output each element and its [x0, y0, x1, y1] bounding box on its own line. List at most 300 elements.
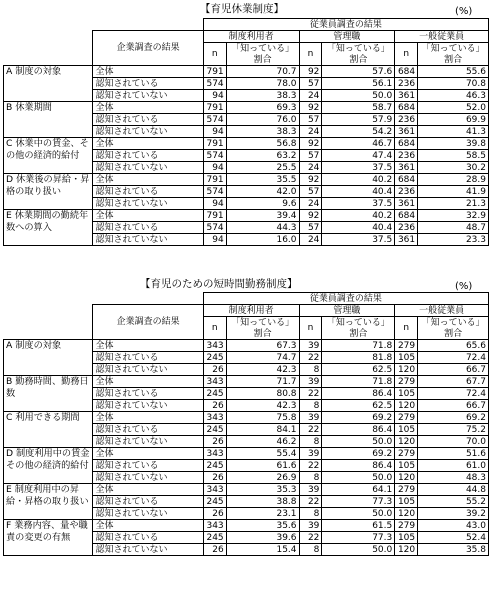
table-cell: 22: [299, 496, 322, 508]
header-know-line2: 割合: [226, 328, 299, 340]
table-cell: 46.2: [226, 436, 299, 448]
table-cell: 80.8: [226, 388, 299, 400]
table-cell: 23.1: [226, 508, 299, 520]
row-group-label: E 休業期間の勤続年数への算入: [4, 210, 93, 246]
table-cell: 26: [203, 436, 226, 448]
header-cat3: 一般従業員: [395, 305, 489, 317]
table-cell: 26.9: [226, 472, 299, 484]
table-cell: 791: [203, 138, 226, 150]
row-sublabel: 認知されている: [93, 78, 203, 90]
table-cell: 86.4: [322, 460, 395, 472]
table-cell: 37.5: [322, 162, 395, 174]
header-know-line2: 割合: [322, 328, 395, 340]
header-cat2: 管理職: [299, 31, 395, 43]
table-cell: 37.5: [322, 234, 395, 246]
table-cell: 69.2: [322, 412, 395, 424]
table-cell: 15.4: [226, 544, 299, 556]
table-cell: 8: [299, 364, 322, 376]
table-cell: 684: [395, 102, 418, 114]
table-cell: 279: [395, 340, 418, 352]
table-cell: 245: [203, 460, 226, 472]
table-cell: 67.3: [226, 340, 299, 352]
table-cell: 51.6: [418, 448, 489, 460]
header-n: n: [203, 43, 226, 66]
row-sublabel: 認知されている: [93, 186, 203, 198]
table-cell: 46.7: [322, 138, 395, 150]
table-cell: 105: [395, 460, 418, 472]
table-cell: 81.8: [322, 352, 395, 364]
table-cell: 8: [299, 436, 322, 448]
table-cell: 86.4: [322, 424, 395, 436]
section2-table: [3, 292, 489, 556]
table-row: [4, 340, 489, 352]
row-sublabel: 認知されていない: [93, 544, 203, 556]
table-cell: 30.2: [418, 162, 489, 174]
header-row-n: [4, 43, 489, 55]
table-cell: 24: [299, 234, 322, 246]
table-cell: 63.2: [226, 150, 299, 162]
table-cell: 39.6: [226, 532, 299, 544]
table-cell: 77.3: [322, 496, 395, 508]
row-sublabel: 認知されていない: [93, 436, 203, 448]
row-sublabel: 全体: [93, 412, 203, 424]
table-cell: 24: [299, 162, 322, 174]
row-sublabel: 認知されていない: [93, 90, 203, 102]
table-cell: 236: [395, 186, 418, 198]
table-cell: 69.9: [418, 114, 489, 126]
table-cell: 41.3: [418, 126, 489, 138]
table-cell: 39: [299, 340, 322, 352]
table-cell: 22: [299, 460, 322, 472]
table-row: [4, 138, 489, 150]
table-cell: 39: [299, 448, 322, 460]
table-cell: 57: [299, 114, 322, 126]
table-cell: 39: [299, 484, 322, 496]
table-cell: 92: [299, 174, 322, 186]
table-cell: 61.6: [226, 460, 299, 472]
table-cell: 361: [395, 126, 418, 138]
table-cell: 57: [299, 222, 322, 234]
header-know-line2: 割合: [226, 54, 299, 66]
table-cell: 105: [395, 388, 418, 400]
header-n: n: [395, 43, 418, 66]
table-cell: 574: [203, 186, 226, 198]
table-cell: 245: [203, 352, 226, 364]
table-cell: 50.0: [322, 544, 395, 556]
table-cell: 56.1: [322, 78, 395, 90]
table-cell: 42.3: [226, 364, 299, 376]
table-cell: 791: [203, 102, 226, 114]
header-cat1: 制度利用者: [203, 305, 299, 317]
table-cell: 361: [395, 162, 418, 174]
table-row: [4, 66, 489, 78]
table-cell: 343: [203, 448, 226, 460]
row-group-label: E 制度利用中の昇給・昇格の取り扱い: [4, 484, 93, 520]
table-cell: 245: [203, 424, 226, 436]
row-group-label: F 業務内容、量や職責の変更の有無: [4, 520, 93, 556]
table-cell: 76.0: [226, 114, 299, 126]
table-cell: 24: [299, 198, 322, 210]
header-n: n: [395, 317, 418, 340]
table-cell: 684: [395, 138, 418, 150]
row-sublabel: 認知されていない: [93, 198, 203, 210]
header-group: 従業員調査の結果: [203, 19, 488, 31]
table-cell: 42.3: [226, 400, 299, 412]
table-cell: 92: [299, 66, 322, 78]
table-cell: 39.2: [418, 508, 489, 520]
table-cell: 40.2: [322, 174, 395, 186]
table-cell: 62.5: [322, 400, 395, 412]
row-group-label: C 利用できる期間: [4, 412, 93, 448]
table-cell: 50.0: [322, 508, 395, 520]
table-cell: 38.3: [226, 90, 299, 102]
table-cell: 75.8: [226, 412, 299, 424]
table-cell: 71.8: [322, 340, 395, 352]
table-cell: 105: [395, 532, 418, 544]
header-know-line1: 「知っている」: [322, 43, 395, 55]
header-row-group: [4, 293, 489, 305]
table-cell: 69.2: [322, 448, 395, 460]
table-cell: 58.5: [418, 150, 489, 162]
section2-unit: (%): [455, 281, 473, 292]
table-cell: 94: [203, 234, 226, 246]
header-know-line1: 「知っている」: [226, 43, 299, 55]
table-cell: 50.0: [322, 90, 395, 102]
header-company: 企業調査の結果: [93, 305, 203, 340]
row-sublabel: 認知されている: [93, 150, 203, 162]
table-cell: 245: [203, 496, 226, 508]
table-cell: 120: [395, 400, 418, 412]
table-cell: 279: [395, 412, 418, 424]
table-cell: 684: [395, 66, 418, 78]
header-know-line1: 「知っている」: [418, 43, 489, 55]
header-company: 企業調査の結果: [93, 31, 203, 66]
table-cell: 343: [203, 340, 226, 352]
table-cell: 66.7: [418, 364, 489, 376]
table-cell: 70.7: [226, 66, 299, 78]
table-cell: 120: [395, 436, 418, 448]
row-sublabel: 認知されている: [93, 114, 203, 126]
table-cell: 105: [395, 424, 418, 436]
table-cell: 72.4: [418, 352, 489, 364]
table-cell: 21.3: [418, 198, 489, 210]
row-sublabel: 認知されていない: [93, 162, 203, 174]
table-cell: 42.0: [226, 186, 299, 198]
table-cell: 58.7: [322, 102, 395, 114]
table-row: [4, 174, 489, 186]
table-cell: 791: [203, 210, 226, 222]
header-cat1: 制度利用者: [203, 31, 299, 43]
table-cell: 120: [395, 544, 418, 556]
table-cell: 361: [395, 234, 418, 246]
table-cell: 77.3: [322, 532, 395, 544]
table-cell: 94: [203, 90, 226, 102]
table-cell: 84.1: [226, 424, 299, 436]
table-row: [4, 102, 489, 114]
table-row: [4, 210, 489, 222]
table-cell: 343: [203, 412, 226, 424]
table-cell: 343: [203, 376, 226, 388]
table-cell: 22: [299, 532, 322, 544]
table-cell: 26: [203, 508, 226, 520]
header-know-line2: 割合: [418, 54, 489, 66]
row-sublabel: 認知されている: [93, 460, 203, 472]
table-row: [4, 520, 489, 532]
table-cell: 361: [395, 90, 418, 102]
header-n: n: [203, 317, 226, 340]
table-cell: 24: [299, 90, 322, 102]
table-cell: 8: [299, 400, 322, 412]
table-cell: 65.6: [418, 340, 489, 352]
table-cell: 56.8: [226, 138, 299, 150]
table-cell: 22: [299, 424, 322, 436]
row-sublabel: 認知されていない: [93, 508, 203, 520]
row-sublabel: 認知されている: [93, 388, 203, 400]
header-blank: [4, 43, 93, 55]
table-cell: 39: [299, 520, 322, 532]
table-cell: 38.3: [226, 126, 299, 138]
header-group: 従業員調査の結果: [203, 293, 488, 305]
header-blank: [4, 293, 204, 305]
table-cell: 50.0: [322, 436, 395, 448]
row-sublabel: 認知されていない: [93, 472, 203, 484]
table-cell: 74.7: [226, 352, 299, 364]
table-cell: 94: [203, 126, 226, 138]
table-cell: 22: [299, 388, 322, 400]
table-cell: 41.9: [418, 186, 489, 198]
table-cell: 57: [299, 186, 322, 198]
header-know-line2: 割合: [322, 54, 395, 66]
table-cell: 52.4: [418, 532, 489, 544]
table-cell: 75.2: [418, 424, 489, 436]
table-cell: 57.6: [322, 66, 395, 78]
row-sublabel: 全体: [93, 138, 203, 150]
table-cell: 8: [299, 544, 322, 556]
table-cell: 55.6: [418, 66, 489, 78]
table-cell: 574: [203, 78, 226, 90]
table-cell: 245: [203, 388, 226, 400]
table-cell: 26: [203, 400, 226, 412]
row-sublabel: 認知されている: [93, 352, 203, 364]
table-cell: 343: [203, 520, 226, 532]
row-sublabel: 認知されている: [93, 424, 203, 436]
table-cell: 105: [395, 352, 418, 364]
table-cell: 78.0: [226, 78, 299, 90]
table-cell: 69.3: [226, 102, 299, 114]
header-n: n: [299, 43, 322, 66]
section1-title: 【育児休業制度】: [200, 3, 284, 15]
row-sublabel: 認知されていない: [93, 400, 203, 412]
table-cell: 71.8: [322, 376, 395, 388]
header-cat3: 一般従業員: [395, 31, 489, 43]
header-row-categories: [4, 305, 489, 317]
header-cat2: 管理職: [299, 305, 395, 317]
table-cell: 57: [299, 78, 322, 90]
table-cell: 574: [203, 150, 226, 162]
header-know-line2: 割合: [418, 328, 489, 340]
row-sublabel: 認知されている: [93, 532, 203, 544]
table-row: [4, 448, 489, 460]
table-cell: 39.4: [226, 210, 299, 222]
table-cell: 39: [299, 412, 322, 424]
row-sublabel: 全体: [93, 484, 203, 496]
row-sublabel: 全体: [93, 340, 203, 352]
table-cell: 120: [395, 508, 418, 520]
table-cell: 236: [395, 150, 418, 162]
table-cell: 791: [203, 174, 226, 186]
table-cell: 39: [299, 376, 322, 388]
table-cell: 40.4: [322, 222, 395, 234]
table-cell: 71.7: [226, 376, 299, 388]
table-cell: 92: [299, 138, 322, 150]
table-cell: 22: [299, 352, 322, 364]
table-cell: 35.8: [418, 544, 489, 556]
header-blank: [4, 54, 93, 66]
table-cell: 64.1: [322, 484, 395, 496]
table-cell: 50.0: [322, 472, 395, 484]
table-cell: 35.3: [226, 484, 299, 496]
table-cell: 120: [395, 472, 418, 484]
table-cell: 37.5: [322, 198, 395, 210]
table-cell: 684: [395, 210, 418, 222]
table-cell: 47.4: [322, 150, 395, 162]
table-cell: 8: [299, 472, 322, 484]
row-sublabel: 認知されている: [93, 496, 203, 508]
row-group-label: A 制度の対象: [4, 66, 93, 102]
row-group-label: D 休業後の昇給・昇格の取り扱い: [4, 174, 93, 210]
row-sublabel: 全体: [93, 448, 203, 460]
table-cell: 791: [203, 66, 226, 78]
table-row: [4, 376, 489, 388]
table-cell: 40.2: [322, 210, 395, 222]
table-cell: 574: [203, 114, 226, 126]
row-group-label: D 制度利用中の賃金その他の経済的給付: [4, 448, 93, 484]
table-cell: 16.0: [226, 234, 299, 246]
header-know-line1: 「知っている」: [322, 317, 395, 329]
table-cell: 32.9: [418, 210, 489, 222]
table-cell: 67.7: [418, 376, 489, 388]
table-cell: 28.9: [418, 174, 489, 186]
header-blank: [4, 31, 93, 43]
table-cell: 66.7: [418, 400, 489, 412]
table-cell: 279: [395, 448, 418, 460]
header-row-n: [4, 317, 489, 329]
section1-unit: (%): [455, 6, 473, 17]
table-cell: 57: [299, 150, 322, 162]
row-sublabel: 全体: [93, 210, 203, 222]
table-cell: 35.6: [226, 520, 299, 532]
table-cell: 25.5: [226, 162, 299, 174]
table-cell: 279: [395, 484, 418, 496]
header-row-group: [4, 19, 489, 31]
row-group-label: A 制度の対象: [4, 340, 93, 376]
row-sublabel: 認知されている: [93, 222, 203, 234]
table-cell: 57.9: [322, 114, 395, 126]
table-cell: 48.7: [418, 222, 489, 234]
table-cell: 44.8: [418, 484, 489, 496]
header-row-categories: [4, 31, 489, 43]
row-sublabel: 全体: [93, 66, 203, 78]
table-cell: 236: [395, 78, 418, 90]
header-n: n: [299, 317, 322, 340]
table-cell: 684: [395, 174, 418, 186]
header-blank: [4, 328, 93, 340]
table-cell: 92: [299, 102, 322, 114]
row-sublabel: 全体: [93, 102, 203, 114]
table-cell: 26: [203, 364, 226, 376]
table-cell: 35.5: [226, 174, 299, 186]
row-sublabel: 全体: [93, 376, 203, 388]
table-cell: 105: [395, 496, 418, 508]
table-cell: 92: [299, 210, 322, 222]
table-row: [4, 412, 489, 424]
row-group-label: C 休業中の賃金、その他の経済的給付: [4, 138, 93, 174]
table-cell: 54.2: [322, 126, 395, 138]
table-cell: 69.2: [418, 412, 489, 424]
table-cell: 70.8: [418, 78, 489, 90]
table-cell: 70.0: [418, 436, 489, 448]
table-cell: 40.4: [322, 186, 395, 198]
table-cell: 44.3: [226, 222, 299, 234]
table-cell: 8: [299, 508, 322, 520]
row-sublabel: 認知されていない: [93, 364, 203, 376]
table-cell: 61.5: [322, 520, 395, 532]
table-cell: 62.5: [322, 364, 395, 376]
table-cell: 236: [395, 114, 418, 126]
table-cell: 24: [299, 126, 322, 138]
header-know-line1: 「知っている」: [418, 317, 489, 329]
table-cell: 279: [395, 376, 418, 388]
table-cell: 43.0: [418, 520, 489, 532]
table-cell: 343: [203, 484, 226, 496]
row-sublabel: 全体: [93, 520, 203, 532]
section2-title: 【育児のための短時間勤務制度】: [140, 278, 298, 290]
table-cell: 279: [395, 520, 418, 532]
table-cell: 38.8: [226, 496, 299, 508]
row-sublabel: 全体: [93, 174, 203, 186]
table-row: [4, 484, 489, 496]
table-cell: 46.3: [418, 90, 489, 102]
header-blank: [4, 19, 204, 31]
table-cell: 55.4: [226, 448, 299, 460]
table-cell: 55.2: [418, 496, 489, 508]
table-cell: 61.0: [418, 460, 489, 472]
header-know-line1: 「知っている」: [226, 317, 299, 329]
table-cell: 23.3: [418, 234, 489, 246]
header-blank: [4, 317, 93, 329]
table-cell: 94: [203, 198, 226, 210]
table-cell: 26: [203, 544, 226, 556]
table-cell: 39.8: [418, 138, 489, 150]
table-cell: 48.3: [418, 472, 489, 484]
table-cell: 574: [203, 222, 226, 234]
table-cell: 120: [395, 364, 418, 376]
table-cell: 236: [395, 222, 418, 234]
row-group-label: B 休業期間: [4, 102, 93, 138]
table-cell: 52.0: [418, 102, 489, 114]
row-sublabel: 認知されていない: [93, 234, 203, 246]
section1-table: [3, 18, 489, 246]
header-blank: [4, 305, 93, 317]
table-cell: 9.6: [226, 198, 299, 210]
table-cell: 86.4: [322, 388, 395, 400]
table-cell: 361: [395, 198, 418, 210]
row-group-label: B 勤務時間、勤務日数: [4, 376, 93, 412]
table-cell: 26: [203, 472, 226, 484]
table-cell: 94: [203, 162, 226, 174]
row-sublabel: 認知されていない: [93, 126, 203, 138]
table-cell: 245: [203, 532, 226, 544]
